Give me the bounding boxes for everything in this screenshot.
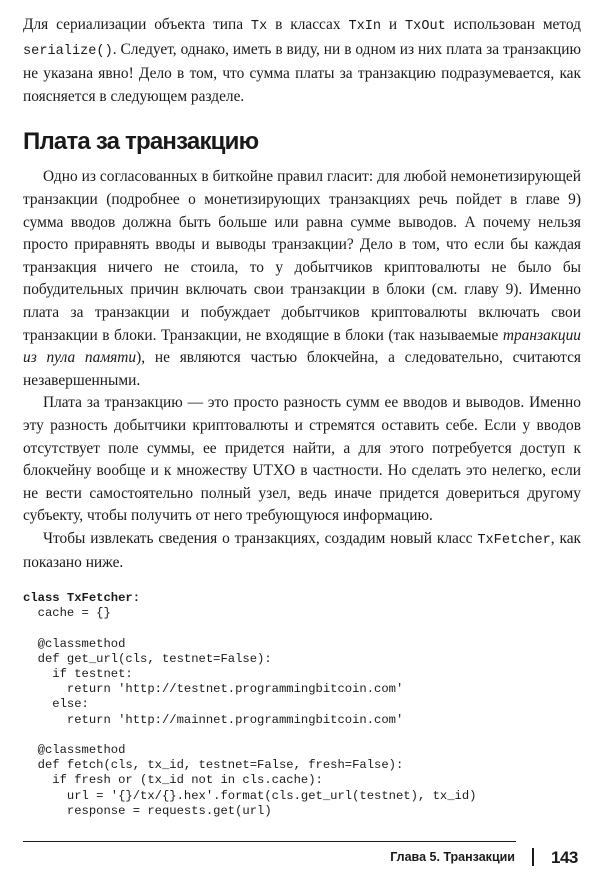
footer-rule — [23, 841, 516, 842]
intro-text-1: Для сериализации объекта типа — [23, 16, 251, 33]
code-serialize: serialize() — [23, 43, 113, 59]
code-line: return 'http://mainnet.programmingbitcoin.com' — [23, 712, 404, 727]
paragraph-rules-text-a: Одно из согласованных в биткойне правил гласит: для любой немонетизирующей транзакции (подробнее о монетизирующих транзакциях речь пойдет в главе 9) сумма вводов должна быть больше или равна сумме выводов. А почему нельзя просто приравнять вводы и выводы транзакции? Дело в том, что если бы каждая транзакция ничего не стоила, то у добытчиков криптовалюты не было бы побудительных причин включать свои транзакции в блоки (см. главу 9). Именно плата за транзакции и побуждает добытчиков криптовалюты включать свои транзакции в блоки. Транзакции, не входящие в блоки (так называемые — [23, 168, 581, 344]
code-line: if testnet: — [23, 667, 133, 681]
section-heading: Плата за транзакцию — [23, 128, 259, 156]
code-line: response = requests.get(url) — [23, 803, 272, 818]
code-txin: TxIn — [348, 19, 382, 34]
code-line — [23, 728, 581, 743]
code-line: if fresh or (tx_id not in cls.cache): — [23, 773, 323, 788]
code-line: url = '{}/tx/{}.hex'.format(cls.get_url(testnet), tx_id) — [23, 788, 477, 803]
code-line: return 'http://testnet.programmingbitcoin.com' — [23, 682, 404, 697]
code-line: cache = {} — [23, 606, 111, 621]
code-line: @classmethod — [23, 742, 126, 757]
page-content — [23, 14, 581, 819]
code-listing — [23, 591, 581, 819]
code-txout: TxOut — [405, 19, 446, 34]
paragraph-fetcher — [23, 528, 581, 575]
code-txfetcher: TxFetcher — [477, 532, 551, 548]
intro-text-3: и — [381, 16, 406, 33]
code-tx: Tx — [250, 19, 268, 34]
intro-text-5: . Следует, однако, иметь в виду, ни в одном из них плата за транзакцию не указана явно! Дело в том, что сумма платы за транзакцию подразумевается, как поясняется в следующем разделе. — [23, 40, 581, 105]
code-line — [23, 621, 581, 636]
page-footer — [0, 848, 600, 868]
mempool-term: транзакции из пула памяти — [23, 326, 581, 367]
code-line: def fetch(cls, tx_id, testnet=False, fresh=False): — [23, 758, 404, 773]
chapter-title: Глава 5. Транзакции — [390, 850, 515, 864]
code-line: else: — [23, 697, 89, 712]
paragraph-fetcher-text-a: Чтобы извлекать сведения о транзакциях, создадим новый класс — [43, 529, 478, 547]
intro-paragraph — [23, 14, 581, 108]
page-number: 143 — [551, 848, 578, 867]
code-line: class TxFetcher: — [23, 591, 141, 606]
code-line: @classmethod — [23, 636, 126, 651]
paragraph-rules-text-b: ), не являются частью блокчейна, а следовательно, считаются незавершенными. — [23, 349, 581, 389]
paragraph-rules — [23, 166, 581, 392]
intro-text-2: в классах — [267, 16, 349, 33]
paragraph-fee: Плата за транзакцию — это просто разность сумм ее вводов и выводов. Именно эту разность добытчики криптовалюты и стремятся оставить себе. Если у вводов отсутствует поле суммы, ее придется найти, а для этого потребуется доступ к блокчейну вообще и к множеству UTXO в частности. Но сделать это нелегко, если не вести самостоятельно полный узел, ведь иначе придется довериться другому субъекту, чтобы получить от него требующуюся информацию. — [23, 394, 581, 525]
footer-separator — [532, 848, 534, 866]
code-line: def get_url(cls, testnet=False): — [23, 651, 272, 666]
intro-text-4: использован метод — [445, 16, 581, 33]
paragraph-fetcher-text-b: , как показано ниже. — [23, 529, 582, 572]
